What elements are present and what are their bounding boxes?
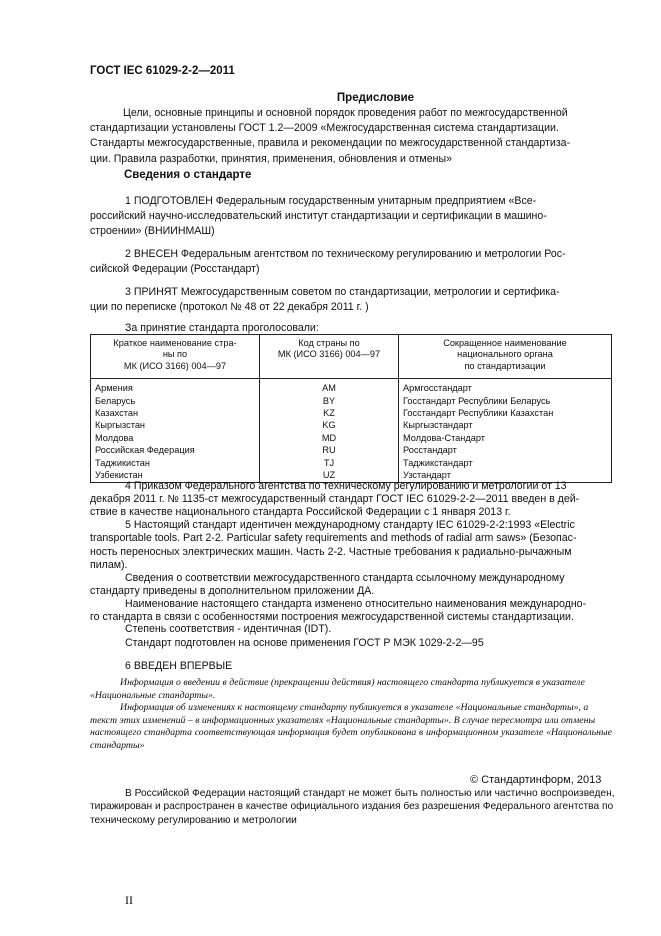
table-row bbox=[91, 408, 612, 420]
page-number: II bbox=[125, 893, 133, 907]
copyright-line: © Стандартинформ, 2013 bbox=[470, 774, 602, 786]
note-line: Информация о введении в действие (прекращении действия) настоящего стандарта публикуется в указателе bbox=[120, 677, 585, 688]
country-code: BY bbox=[260, 396, 399, 408]
national-body: Молдова-Стандарт bbox=[399, 433, 612, 445]
item-line: сийской Федерации (Росстандарт) bbox=[90, 263, 260, 276]
national-body: Кыргызстандарт bbox=[399, 420, 612, 432]
table-row bbox=[91, 420, 612, 432]
country-code: RU bbox=[260, 445, 399, 457]
note-line: текст этих изменений – в информационных указателях «Национальные стандарты». В случае пересмотра или отмены bbox=[90, 714, 596, 726]
copyright-line-text: техническому регулированию и метрологии bbox=[90, 814, 297, 826]
italic-note-introduction bbox=[90, 677, 612, 702]
country-code: KG bbox=[260, 420, 399, 432]
foreword-line: стандартизации установлены ГОСТ 1.2—2009 «Межгосударственная система стандартизации. bbox=[90, 122, 559, 135]
item-5-basis: Стандарт подготовлен на основе применения ГОСТ Р МЭК 1029-2-2—95 bbox=[125, 637, 484, 649]
foreword-paragraph bbox=[90, 106, 612, 167]
country-name: Российская Федерация bbox=[91, 445, 260, 457]
country-name: Таджикистан bbox=[91, 458, 260, 470]
item-line: ность переносных электрических машин. Часть 2-2. Частные требования к радиально-рычажным bbox=[90, 545, 572, 558]
country-name: Кыргызстан bbox=[91, 420, 260, 432]
item-line: Наименование настоящего стандарта изменено относительно наименования международно- bbox=[125, 598, 587, 610]
document-id-header: ГОСТ IEC 61029-2-2—2011 bbox=[90, 65, 235, 77]
header-country-name: Краткое наименование стра- ны по МК (ИСО 3166) 004—97 bbox=[91, 335, 260, 379]
national-body: Узстандарт bbox=[399, 470, 612, 483]
country-code: KZ bbox=[260, 408, 399, 420]
item-line: стандарту приведены в дополнительном приложении ДА. bbox=[90, 585, 375, 598]
table-row bbox=[91, 396, 612, 408]
item-line: 1 ПОДГОТОВЛЕН Федеральным государственным унитарным предприятием «Все- bbox=[125, 195, 537, 207]
copyright-line-text: тиражирован и распространен в качестве официального издания без разрешения Федерального агентства по bbox=[90, 801, 614, 813]
item-5-degree: Степень соответствия - идентичная (IDT). bbox=[125, 623, 332, 635]
item-line: пилам). bbox=[90, 559, 128, 572]
copyright-line-text: В Российской Федерации настоящий стандарт не может быть полностью или частично воспроизведен, bbox=[125, 788, 615, 799]
vote-intro: За принятие стандарта проголосовали: bbox=[125, 322, 319, 334]
item-line: ствие в качестве национального стандарта Российской Федерации с 1 января 2013 г. bbox=[90, 506, 511, 519]
item-line: Сведения о соответствии межгосударственного стандарта ссылочному международному bbox=[125, 572, 565, 584]
item-line: 5 Настоящий стандарт идентичен международному стандарту IEC 61029-2-2:1993 «Electric bbox=[125, 519, 575, 531]
country-name: Казахстан bbox=[91, 408, 260, 420]
item-5-name-change bbox=[90, 598, 612, 625]
national-body: Армгосстандарт bbox=[399, 379, 612, 396]
country-name: Узбекистан bbox=[91, 470, 260, 483]
note-line: Информация об изменениях к настоящему стандарту публикуется в указателе «Национальные стандарты», а bbox=[120, 702, 589, 713]
vote-table bbox=[90, 334, 612, 483]
item-1-prepared bbox=[90, 194, 612, 240]
vote-table-header-row bbox=[91, 335, 612, 379]
item-line: 3 ПРИНЯТ Межгосударственным советом по стандартизации, метрологии и сертифика- bbox=[125, 286, 560, 298]
table-row bbox=[91, 458, 612, 470]
foreword-title: Предисловие bbox=[336, 92, 415, 104]
item-line: 2 ВНЕСЕН Федеральным агентством по техническому регулированию и метрологии Рос- bbox=[125, 248, 566, 260]
country-name: Беларусь bbox=[91, 396, 260, 408]
foreword-line: Цели, основные принципы и основной порядок проведения работ по межгосударственной bbox=[123, 107, 568, 119]
country-code: AM bbox=[260, 379, 399, 396]
national-body: Таджикстандарт bbox=[399, 458, 612, 470]
note-line: «Национальные стандарты». bbox=[90, 689, 216, 701]
table-row bbox=[91, 379, 612, 396]
item-line: российский научно-исследовательский институт стандартизации и сертификации в машино- bbox=[90, 210, 547, 223]
national-body: Госстандарт Республики Казахстан bbox=[399, 408, 612, 420]
item-5-conformity-info bbox=[90, 572, 612, 599]
item-6-first-introduced: 6 ВВЕДЕН ВПЕРВЫЕ bbox=[125, 660, 233, 672]
item-line: декабря 2011 г. № 1135-ст межгосударственный стандарт ГОСТ IEC 61029-2-2—2011 введен в дей- bbox=[90, 493, 580, 506]
copyright-text bbox=[90, 787, 615, 827]
item-line: го стандарта в связи с особенностями построения межгосударственной системы стандартизации. bbox=[90, 611, 574, 624]
country-code: MD bbox=[260, 433, 399, 445]
table-row bbox=[91, 433, 612, 445]
item-2-introduced bbox=[90, 247, 612, 277]
item-line: transportable tools. Part 2-2. Particular safety requirements and methods of radial arm saws» (Безопас- bbox=[90, 532, 577, 545]
item-line: строении» (ВНИИНМАШ) bbox=[90, 225, 215, 238]
item-5-identical bbox=[90, 519, 612, 573]
header-country-code: Код страны по МК (ИСО 3166) 004—97 bbox=[260, 335, 399, 379]
standard-info-title: Сведения о стандарте bbox=[124, 169, 252, 181]
header-national-body: Сокращенное наименование национального органа по стандартизации bbox=[399, 335, 612, 379]
foreword-line: ции. Правила разработки, принятия, применения, обновления и отмены» bbox=[90, 152, 452, 165]
item-3-adopted bbox=[90, 285, 612, 315]
note-line: настоящего стандарта соответствующая информация будет опубликована в информационном указателе «Национальные стандарты» bbox=[90, 727, 612, 751]
italic-note-changes bbox=[90, 702, 612, 752]
item-line: ции по переписке (протокол № 48 от 22 декабря 2011 г. ) bbox=[90, 301, 369, 314]
national-body: Росстандарт bbox=[399, 445, 612, 457]
country-code: TJ bbox=[260, 458, 399, 470]
country-code: UZ bbox=[260, 470, 399, 483]
country-name: Молдова bbox=[91, 433, 260, 445]
item-4-order bbox=[90, 480, 612, 520]
country-name: Армения bbox=[91, 379, 260, 396]
table-row bbox=[91, 445, 612, 457]
item-line: 4 Приказом Федерального агентства по техническому регулированию и метрологии от 13 bbox=[125, 480, 567, 492]
national-body: Госстандарт Республики Беларусь bbox=[399, 396, 612, 408]
foreword-line: Стандарты межгосударственные, правила и рекомендации по межгосударственной стандартиза- bbox=[90, 137, 571, 150]
